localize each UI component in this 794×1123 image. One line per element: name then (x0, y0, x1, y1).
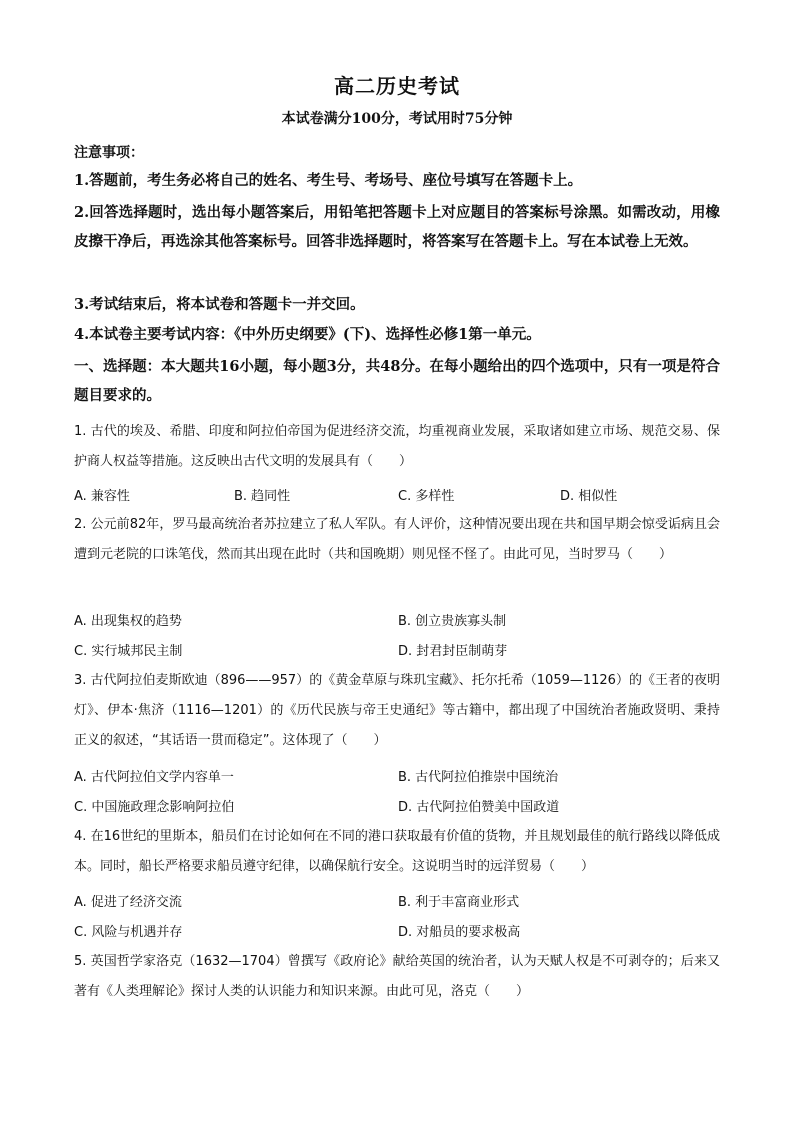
option-d: D. 对船员的要求极高 (398, 925, 521, 940)
exam-subtitle: 本试卷满分100分，考试用时75分钟 (281, 111, 513, 127)
option-c: C. 实行城邦民主制 (74, 644, 183, 659)
option-a: A. 兼容性 (74, 489, 130, 504)
option-a: A. 促进了经济交流 (74, 895, 182, 910)
option-d: D. 古代阿拉伯赞美中国政道 (398, 800, 560, 815)
option-b: B. 古代阿拉伯推崇中国统治 (398, 770, 559, 785)
question-stem: 1. 古代的埃及、希腊、印度和阿拉伯帝国为促进经济交流，均重视商业发展，采取诸如建立市场、规范交易、保护商人权益等措施。这反映出古代文明的发展具有（ ） (74, 424, 720, 469)
option-c: C. 多样性 (398, 489, 455, 504)
question-stem: 2. 公元前82年，罗马最高统治者苏拉建立了私人军队。有人评价，这种情况要出现在共和国早期会惊受诟病且会遭到元老院的口诛笔伐，然而其出现在此时（共和国晚期）则见怪不怪了。由此可见，当时罗马（ ） (74, 517, 720, 562)
option-a: A. 古代阿拉伯文学内容单一 (74, 770, 234, 785)
notice-item: 3.考试结束后，将本试卷和答题卡一并交回。 (74, 296, 365, 313)
option-d: D. 封君封臣制萌芽 (398, 644, 508, 659)
question-stem: 3. 古代阿拉伯麦斯欧迪（896——957）的《黄金草原与珠玑宝藏》、托尔托希（1059—1126）的《王者的夜明灯》、伊本·焦济（1116—1201）的《历代民族与帝王史通纪》等古籍中，都出现了中国统治者施政贤明、秉持正义的叙述，“其话语一贯而稳定”。这体现了（ ） (74, 673, 720, 748)
notice-item: 1.答题前，考生务必将自己的姓名、考生号、考场号、座位号填写在答题卡上。 (74, 172, 583, 189)
option-a: A. 出现集权的趋势 (74, 614, 182, 629)
question-stem: 4. 在16世纪的里斯本，船员们在讨论如何在不同的港口获取最有价值的货物，并且规划最佳的航行路线以降低成本。同时，船长严格要求船员遵守纪律，以确保航行安全。这说明当时的远洋贸易（ ） (74, 829, 720, 874)
notice-heading: 注意事项： (74, 145, 144, 161)
section-heading: 一、选择题：本大题共16小题，每小题3分，共48分。在每小题给出的四个选项中，只有一项是符合题目要求的。 (74, 358, 720, 404)
notice-item: 2.回答选择题时，选出每小题答案后，用铅笔把答题卡上对应题目的答案标号涂黑。如需改动，用橡皮擦干净后，再选涂其他答案标号。回答非选择题时，将答案写在答题卡上。写在本试卷上无效。 (74, 204, 720, 250)
notice-item: 4.本试卷主要考试内容：《中外历史纲要》(下)、选择性必修1第一单元。 (74, 326, 541, 343)
question-stem: 5. 英国哲学家洛克（1632—1704）曾撰写《政府论》献给英国的统治者，认为天赋人权是不可剥夺的；后来又著有《人类理解论》探讨人类的认识能力和知识来源。由此可见，洛克（ ） (74, 954, 720, 999)
option-b: B. 创立贵族寡头制 (398, 614, 507, 629)
option-c: C. 中国施政理念影响阿拉伯 (74, 800, 235, 815)
option-b: B. 趋同性 (234, 489, 291, 504)
option-c: C. 风险与机遇并存 (74, 925, 183, 940)
option-d: D. 相似性 (560, 489, 618, 504)
exam-title: 高二历史考试 (334, 74, 460, 98)
option-b: B. 利于丰富商业形式 (398, 895, 520, 910)
